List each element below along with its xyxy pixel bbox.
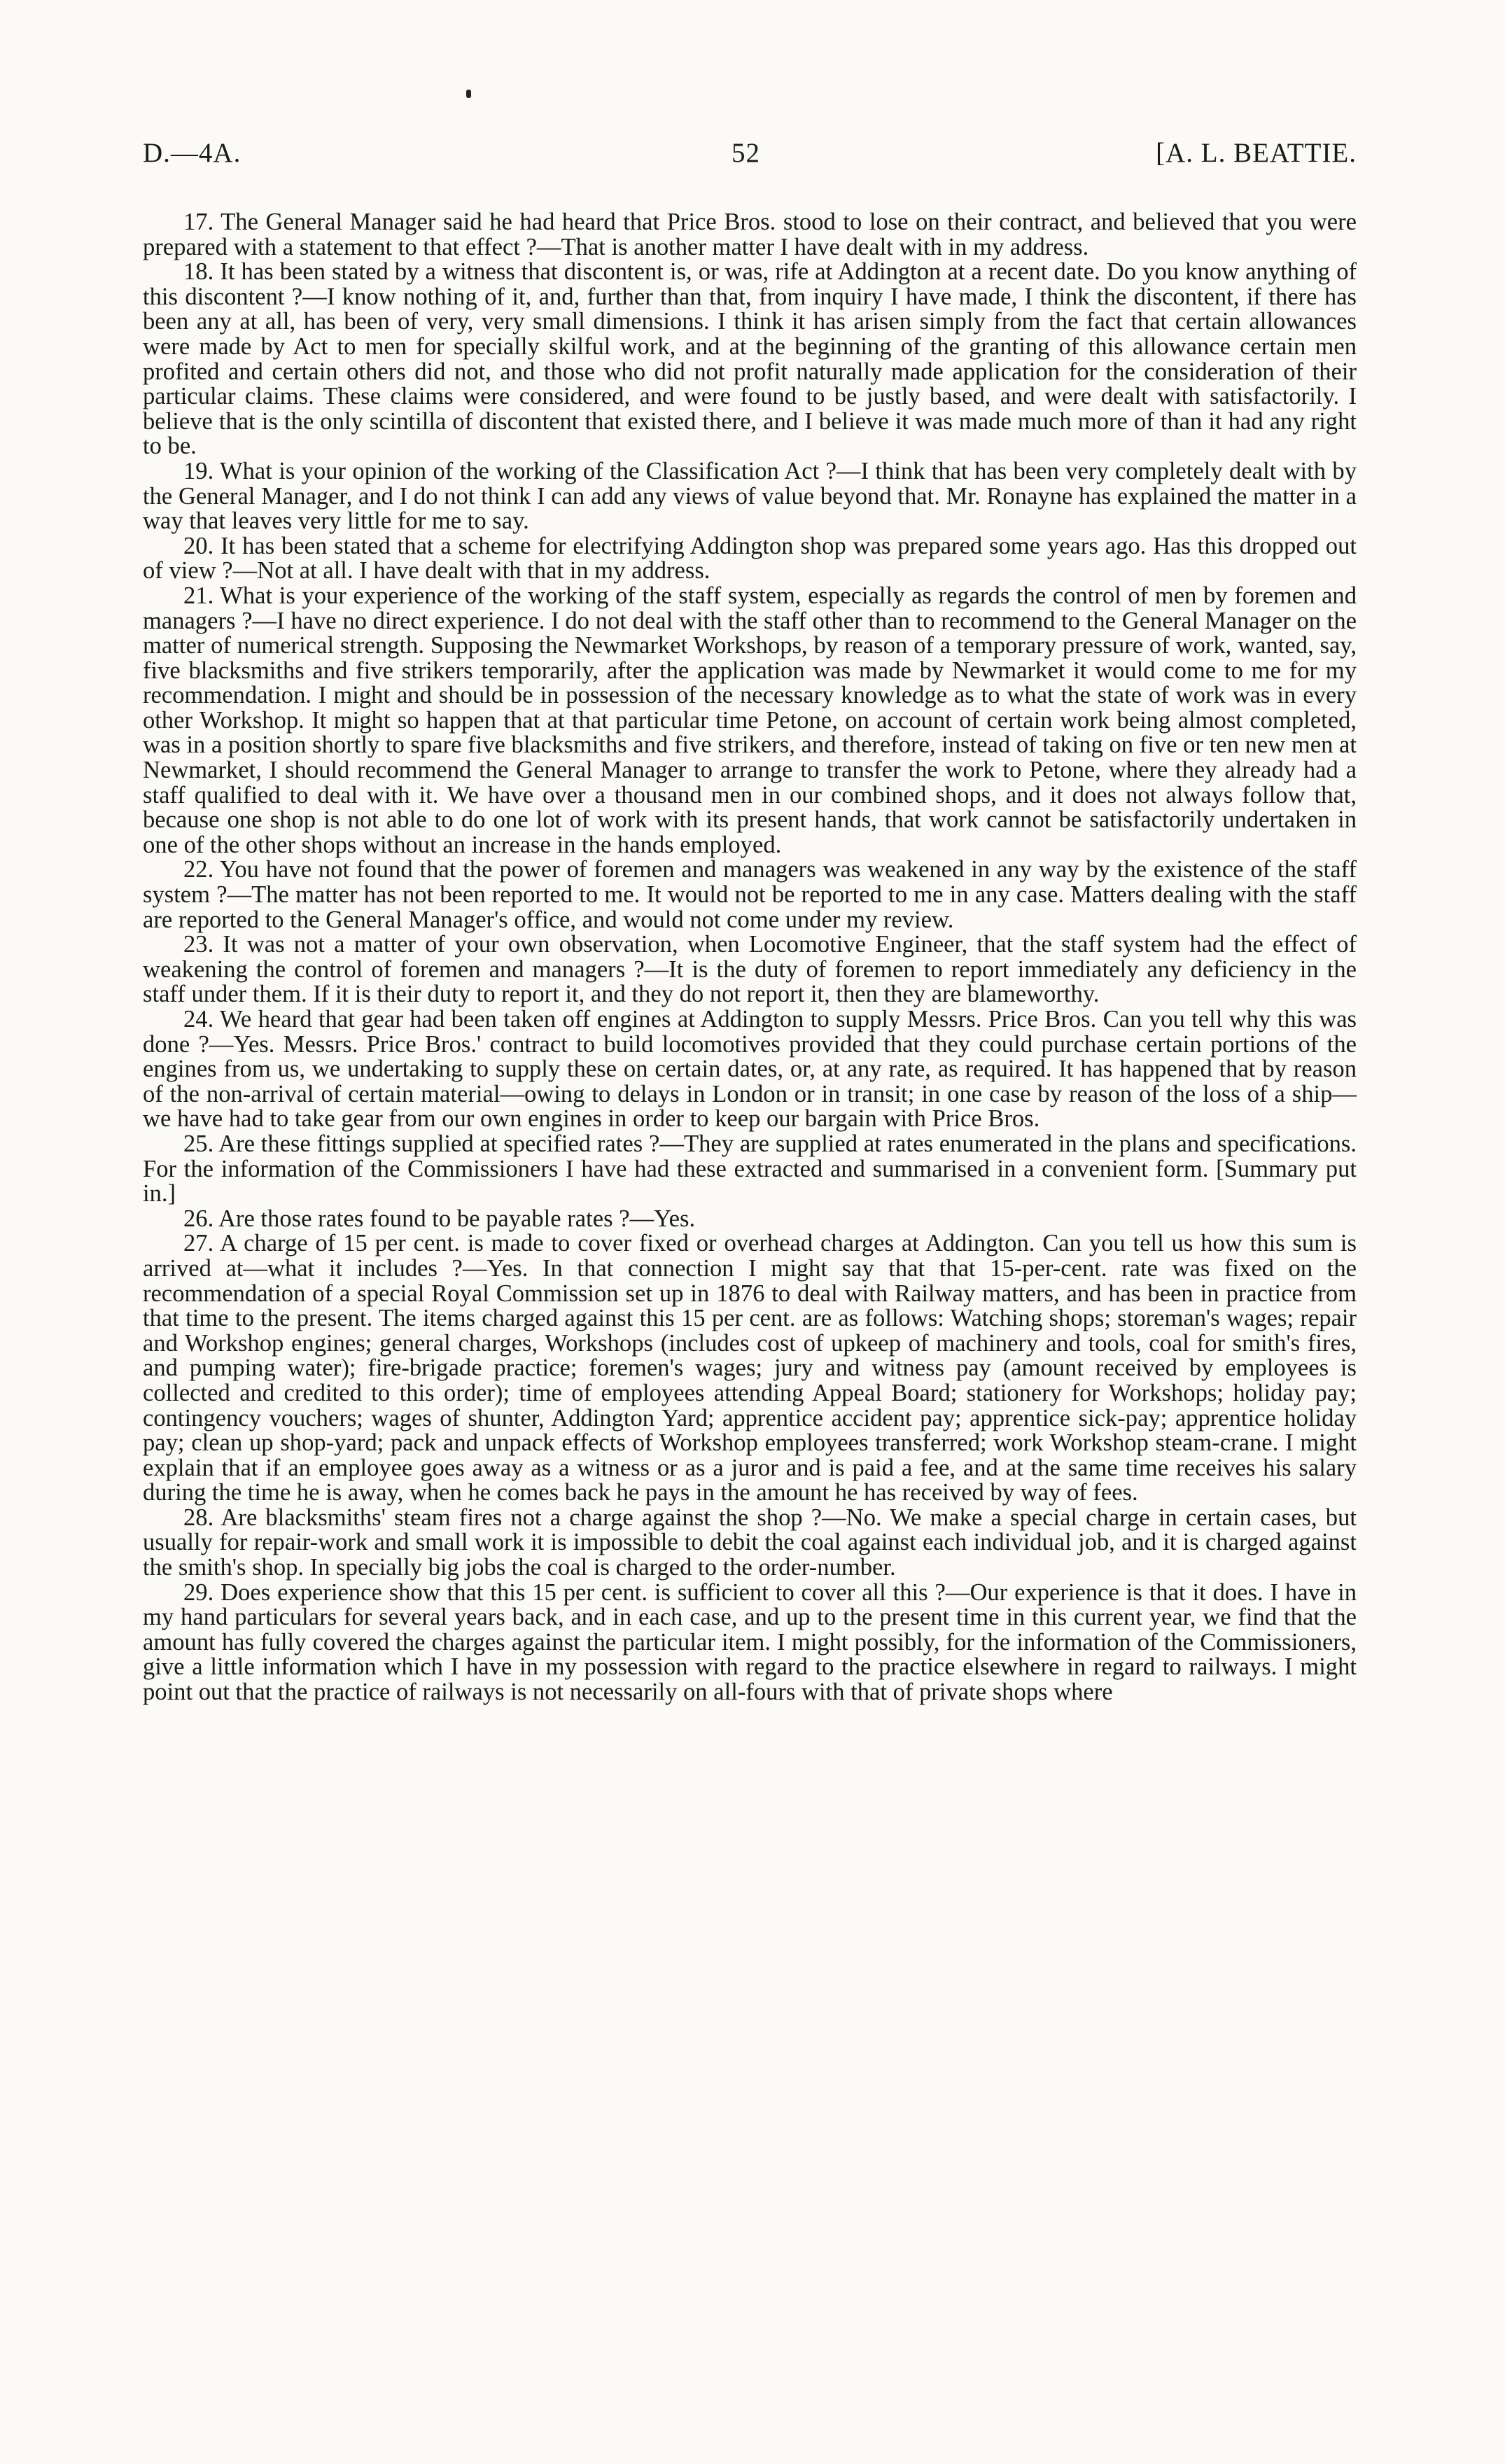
paragraph-20: 20. It has been stated that a scheme for electrifying Addington shop was prepared some years ago. Has this dropped out of view ?—Not at all. I have dealt with that in my address. bbox=[143, 532, 1357, 584]
paragraph-24: 24. We heard that gear had been taken off engines at Addington to supply Messrs. Price Bros. Can you tell why this was done ?—Yes. Messrs. Price Bros.' contract to build locomotives provided that they could purchase certain portions of the engines from us, we undertaking to supply these on certain dates, or, at any rate, as required. It has happened that by reason of the non-arrival of certain material—owing to delays in London or in transit; in one case by reason of the loss of a ship—we have had to take gear from our own engines in order to keep our bargain with Price Bros. bbox=[143, 1006, 1357, 1133]
document-reference: D.—4A. bbox=[143, 138, 241, 168]
paragraph-26: 26. Are those rates found to be payable rates ?—Yes. bbox=[183, 1205, 696, 1232]
witness-name: [A. L. BEATTIE. bbox=[1156, 138, 1357, 168]
paragraph-17: 17. The General Manager said he had heard that Price Bros. stood to lose on their contract, and believed that you were prepared with a statement to that effect ?—That is another matter I have dealt with in my address. bbox=[143, 209, 1357, 260]
paragraph-27: 27. A charge of 15 per cent. is made to cover fixed or overhead charges at Addington. Can you tell us how this sum is arrived at—what it includes ?—Yes. In that connection I might say that that 15-per-cent. rate was fixed on the recommendation of a special Royal Commission set up in 1876 to deal with Railway matters, and has been in practice from that time to the present. The items charged against this 15 per cent. are as follows: Watching shops; storeman's wages; repair and Workshop engines; general charges, Workshops (includes cost of upkeep of machinery and tools, coal for smith's fires, and pumping water); fire-brigade practice; foremen's wages; jury and witness pay (amount received by employees is collected and credited to this order); time of employees attending Appeal Board; stationery for Workshops; holiday pay; contingency vouchers; wages of shunter, Addington Yard; apprentice accident pay; apprentice sick-pay; apprentice holiday pay; clean up shop-yard; pack and unpack effects of Workshop employees transferred; work Workshop steam-crane. I might explain that if an employee goes away as a witness or as a juror and is paid a fee, and at the same time receives his salary during the time he is away, when he comes back he pays in the amount he has received by way of fees. bbox=[143, 1230, 1357, 1506]
paragraph-18: 18. It has been stated by a witness that discontent is, or was, rife at Addington at a recent date. Do you know anything of this discontent ?—I know nothing of it, and, further than that, from inquiry I have made, I think the discontent, if there has been any at all, has been of very, very small dimensions. I think it has arisen simply from the fact that certain allowances were made by Act to men for specially skilful work, and at the beginning of the granting of this allowance certain men profited and certain others did not, and those who did not profit naturally made application for the consideration of their particular claims. These claims were considered, and were found to be justly based, and were dealt with satisfactorily. I believe that is the only scintilla of discontent that existed there, and I believe it was made much more of than it had any right to be. bbox=[143, 258, 1357, 460]
page-number: 52 bbox=[732, 138, 760, 168]
paragraph-23: 23. It was not a matter of your own observation, when Locomotive Engineer, that the staff system had the effect of weakening the control of foremen and managers ?—It is the duty of foremen to report immediately any deficiency in the staff under them. If it is their duty to report it, and they do not report it, then they are blameworthy. bbox=[143, 931, 1357, 1008]
paragraph-25: 25. Are these fittings supplied at specified rates ?—They are supplied at rates enumerated in the plans and specifications. For the information of the Commissioners I have had these extracted and summarised in a convenient form. [Summary put in.] bbox=[143, 1130, 1357, 1208]
paragraph-28: 28. Are blacksmiths' steam fires not a charge against the shop ?—No. We make a special charge in certain cases, but usually for repair-work and small work it is impossible to debit the coal against each individual job, and it is charged against the smith's shop. In specially big jobs the coal is charged to the order-number. bbox=[143, 1504, 1357, 1581]
paragraph-22: 22. You have not found that the power of foremen and managers was weakened in any way by the existence of the staff system ?—The matter has not been reported to me. It would not be reported to me in any case. Matters dealing with the staff are reported to the General Manager's office, and would not come under my review. bbox=[143, 856, 1357, 933]
document-body bbox=[143, 210, 1357, 1705]
ink-mark bbox=[466, 90, 471, 98]
paragraph-19: 19. What is your opinion of the working of the Classification Act ?—I think that has been very completely dealt with by the General Manager, and I do not think I can add any views of value beyond that. Mr. Ronayne has explained the matter in a way that leaves very little for me to say. bbox=[143, 457, 1357, 535]
paragraph-29: 29. Does experience show that this 15 per cent. is sufficient to cover all this ?—Our experience is that it does. I have in my hand particulars for several years back, and in each case, and up to the present time in this current year, we find that the amount has fully covered the charges against the particular item. I might possibly, for the information of the Commissioners, give a little information which I have in my possession with regard to the practice elsewhere in regard to railways. I might point out that the practice of railways is not necessarily on all-fours with that of private shops where bbox=[143, 1578, 1357, 1706]
paragraph-21: 21. What is your experience of the working of the staff system, especially as regards the control of men by foremen and managers ?—I have no direct experience. I do not deal with the staff other than to recommend to the General Manager on the matter of numerical strength. Supposing the Newmarket Workshops, by reason of a temporary pressure of work, wanted, say, five blacksmiths and five strikers temporarily, after the application was made by Newmarket it would come to me for my recommendation. I might and should be in possession of the necessary knowledge as to what the state of work was in every other Workshop. It might so happen that at that particular time Petone, on account of certain work being almost completed, was in a position shortly to spare five blacksmiths and five strikers, and therefore, instead of taking on five or ten new men at Newmarket, I should recommend the General Manager to arrange to transfer the work to Petone, where they already had a staff qualified to deal with it. We have over a thousand men in our combined shops, and it does not always follow that, because one shop is not able to do one lot of work with its present hands, that work cannot be satisfactorily undertaken in one of the other shops without an increase in the hands employed. bbox=[143, 582, 1357, 858]
